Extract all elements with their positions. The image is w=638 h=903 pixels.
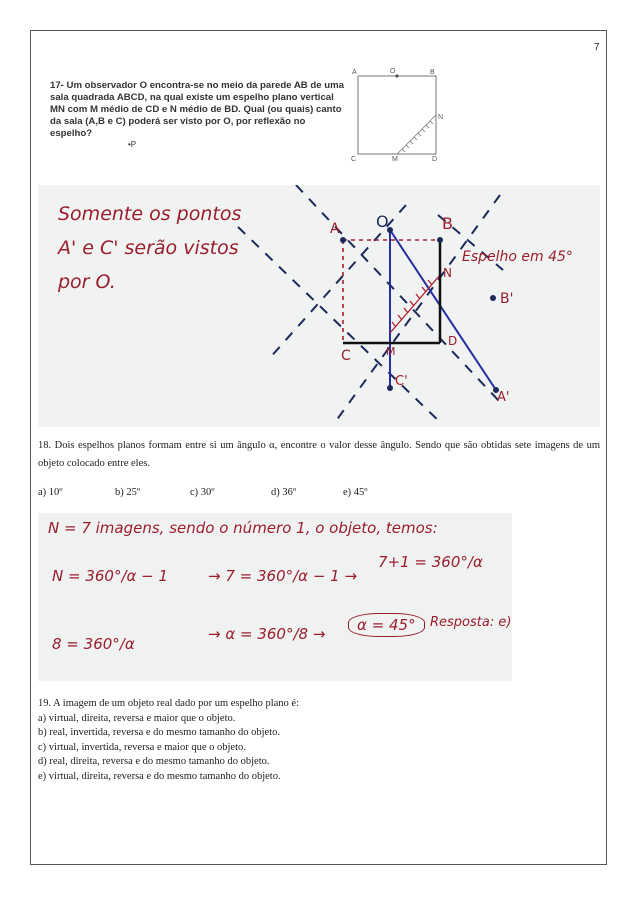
q18-option-d: d) 36º <box>271 487 297 498</box>
photo-label-b: B <box>442 214 453 233</box>
solution-photo-q17 <box>38 185 600 427</box>
diagram-label-m: M <box>392 156 398 163</box>
photo-label-c-prime: C' <box>395 374 408 389</box>
solution-eq-3: 7+1 = 360°/α <box>378 553 483 571</box>
diagram-label-c: C <box>351 156 357 163</box>
photo-label-b-prime: B' <box>500 291 514 307</box>
question-19 <box>38 697 299 784</box>
diagram-label-n: N <box>438 114 444 121</box>
solution-eq-6: α = 45° <box>348 613 425 637</box>
photo-note-line-1: Somente os pontos <box>58 203 242 225</box>
solution-line-1: N = 7 imagens, sendo o número 1, o objeto, temos: <box>48 519 438 537</box>
photo-label-a: A <box>330 221 340 237</box>
q18-option-c: c) 30º <box>190 487 215 498</box>
point-p-label: •P <box>128 140 137 149</box>
solution-eq-1: N = 360°/α − 1 <box>52 567 169 585</box>
room-diagram <box>346 64 446 164</box>
photo-label-m: M <box>386 345 396 358</box>
q19-option-c: c) virtual, invertida, reversa e maior que o objeto. <box>38 741 246 753</box>
solution-eq-4: 8 = 360°/α <box>52 635 135 653</box>
solution-photo-q18 <box>38 513 512 681</box>
diagram-label-a: A <box>352 69 357 76</box>
photo-label-d: D <box>448 334 458 348</box>
q18-option-a: a) 10º <box>38 487 63 498</box>
photo-label-a-prime: A' <box>497 390 510 405</box>
solution-eq-5: → α = 360°/8 → <box>208 625 326 643</box>
diagram-label-o: O <box>390 68 396 75</box>
diagram-label-d: D <box>432 156 438 163</box>
photo-label-c: C <box>341 348 351 364</box>
solution-eq-2: → 7 = 360°/α − 1 → <box>208 567 358 585</box>
question-19-text: 19. A imagem de um objeto real dado por um espelho plano é: <box>38 698 299 709</box>
q19-option-e: e) virtual, direita, reversa e do mesmo tamanho do objeto. <box>38 770 281 782</box>
photo-label-n: N <box>443 266 452 280</box>
diagram-label-b: B <box>430 69 435 76</box>
question-17-text: 17- Um observador O encontra-se no meio da parede AB de uma sala quadrada ABCD, na qual existe um espelho plano vertical MN com M médio de CD e N médio de BD. Qual (ou quais) canto da sala (A,B e C) poderá ser visto por O, por reflexão no espelho? <box>50 80 344 139</box>
q19-option-d: d) real, direita, reversa e do mesmo tamanho do objeto. <box>38 756 270 767</box>
solution-answer: Resposta: e) <box>430 615 512 630</box>
q18-option-e: e) 45º <box>343 487 368 498</box>
page-number: 7 <box>594 42 600 53</box>
photo-label-o: O <box>376 212 389 231</box>
q19-option-b: b) real, invertida, reversa e do mesmo tamanho do objeto. <box>38 727 281 738</box>
photo-note-line-3: por O. <box>58 271 116 293</box>
q19-option-a: a) virtual, direita, reversa e maior que o objeto. <box>38 712 236 724</box>
question-18-text: 18. Dois espelhos planos formam entre si um ângulo α, encontre o valor desse ângulo. Sendo que são obtidas sete imagens de um objeto colocado entre eles. <box>38 440 600 469</box>
q18-option-b: b) 25º <box>115 487 141 498</box>
photo-note-line-2: A' e C' serão vistos <box>58 237 239 259</box>
mirror-note: Espelho em 45° <box>462 249 573 265</box>
